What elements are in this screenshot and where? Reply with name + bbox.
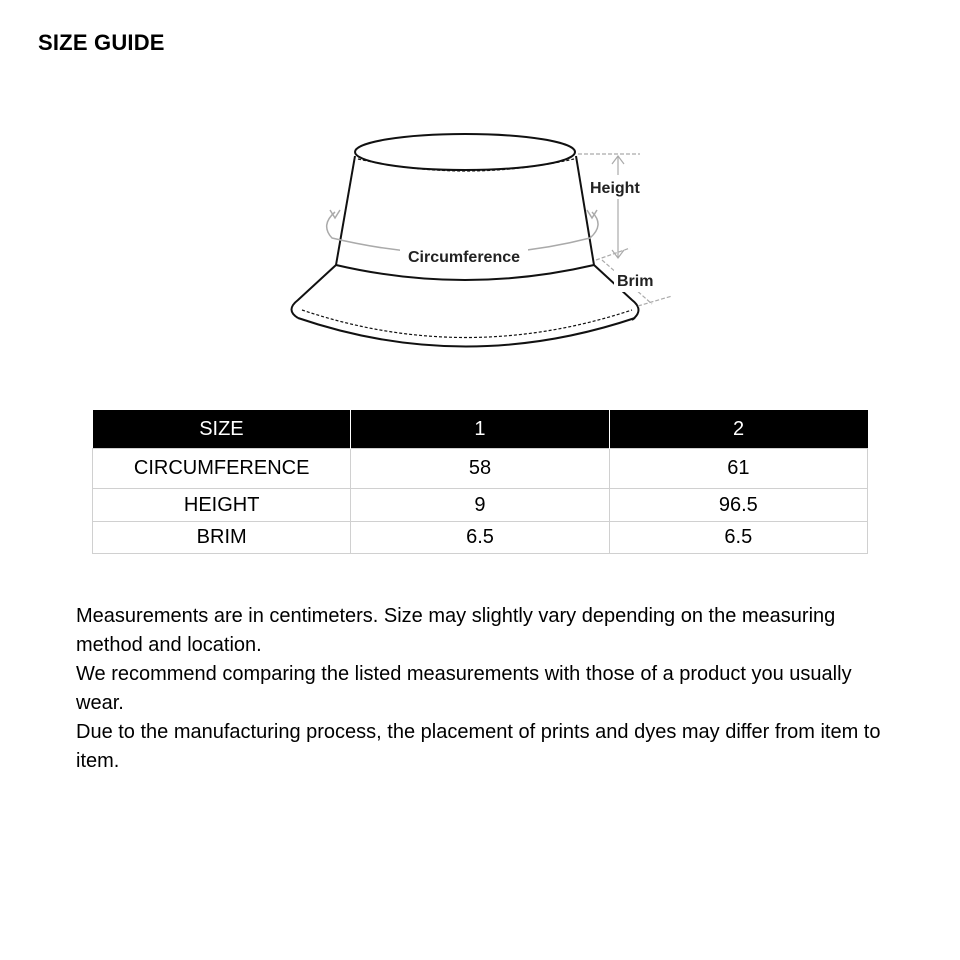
page-title: SIZE GUIDE (38, 30, 165, 55)
bucket-hat-diagram (280, 120, 680, 370)
table-row (93, 489, 868, 522)
hat-brim-bottom (298, 318, 635, 347)
row-label: CIRCUMFERENCE (93, 449, 351, 489)
circumference-label: Circumference (407, 249, 521, 266)
header-size-1: 1 (351, 410, 609, 449)
header-size: SIZE (93, 410, 351, 449)
table-row (93, 522, 868, 554)
hat-illustration (280, 120, 680, 370)
brim-label: Brim (617, 273, 654, 290)
table-cell: 61 (609, 449, 867, 489)
size-table (92, 410, 868, 554)
note-units: Measurements are in centimeters. Size may slightly vary depending on the measuring method and location. (76, 605, 836, 656)
header-size-2: 2 (609, 410, 867, 449)
measurement-notes (76, 602, 886, 776)
table-cell: 96.5 (609, 489, 867, 522)
hat-crown-bottom (336, 265, 594, 280)
row-label: BRIM (93, 522, 351, 554)
circumference-arrow-left (330, 210, 340, 218)
table-cell: 6.5 (351, 522, 609, 554)
row-label: HEIGHT (93, 489, 351, 522)
hat-brim-left (292, 265, 337, 318)
table-cell: 9 (351, 489, 609, 522)
note-manufacturing: Due to the manufacturing process, the placement of prints and dyes may differ from item to item. (76, 721, 881, 772)
height-bottom-guide (596, 248, 630, 260)
table-row (93, 449, 868, 489)
table-cell: 58 (351, 449, 609, 489)
brim-end-guide (638, 296, 672, 306)
height-label: Height (590, 180, 640, 197)
table-cell: 6.5 (609, 522, 867, 554)
table-header-row (93, 410, 868, 449)
hat-crown-right-side (576, 156, 594, 265)
note-compare: We recommend comparing the listed measurements with those of a product you usually wear. (76, 663, 852, 714)
